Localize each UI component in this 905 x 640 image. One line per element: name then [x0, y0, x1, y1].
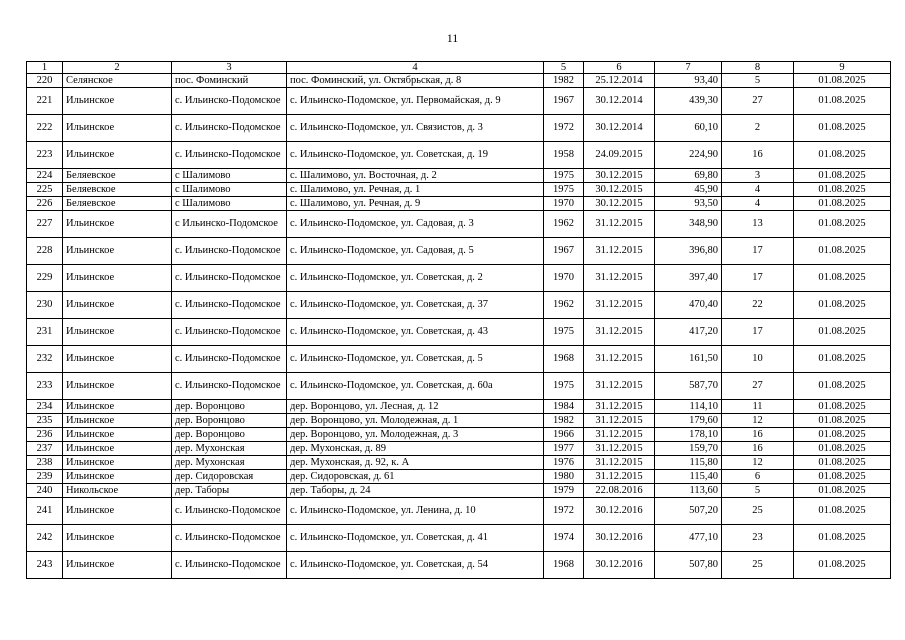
date-cell: 30.12.2016	[584, 525, 655, 552]
settlement-name-cell: Ильинское	[63, 346, 172, 373]
deadline-date-cell: 01.08.2025	[794, 74, 891, 88]
date-cell: 24.09.2015	[584, 142, 655, 169]
date-cell: 31.12.2015	[584, 346, 655, 373]
address-cell: дер. Таборы, д. 24	[287, 484, 544, 498]
locality-name-cell: дер. Воронцово	[172, 428, 287, 442]
settlement-name-cell: Ильинское	[63, 470, 172, 484]
area-value-cell: 179,60	[655, 414, 722, 428]
table-row	[27, 525, 891, 552]
row-number-cell: 229	[27, 265, 63, 292]
count-value-cell: 5	[722, 74, 794, 88]
table-row	[27, 428, 891, 442]
deadline-date-cell: 01.08.2025	[794, 346, 891, 373]
build-year-cell: 1968	[544, 346, 584, 373]
build-year-cell: 1980	[544, 470, 584, 484]
build-year-cell: 1958	[544, 142, 584, 169]
table-row	[27, 498, 891, 525]
build-year-cell: 1984	[544, 400, 584, 414]
area-value-cell: 348,90	[655, 211, 722, 238]
deadline-date-cell: 01.08.2025	[794, 319, 891, 346]
row-number-cell: 237	[27, 442, 63, 456]
row-number-cell: 223	[27, 142, 63, 169]
locality-name-cell: с. Ильинско-Подомское	[172, 265, 287, 292]
address-cell: дер. Воронцово, ул. Молодежная, д. 3	[287, 428, 544, 442]
settlement-name-cell: Беляевское	[63, 169, 172, 183]
count-value-cell: 10	[722, 346, 794, 373]
table-row	[27, 74, 891, 88]
locality-name-cell: с. Ильинско-Подомское	[172, 319, 287, 346]
build-year-cell: 1975	[544, 373, 584, 400]
count-value-cell: 5	[722, 484, 794, 498]
locality-name-cell: с. Ильинско-Подомское	[172, 552, 287, 579]
count-value-cell: 4	[722, 197, 794, 211]
locality-name-cell: пос. Фоминский	[172, 74, 287, 88]
settlement-name-cell: Ильинское	[63, 211, 172, 238]
build-year-cell: 1962	[544, 292, 584, 319]
col-header: 7	[655, 62, 722, 74]
table-row	[27, 319, 891, 346]
locality-name-cell: с. Ильинско-Подомское	[172, 88, 287, 115]
row-number-cell: 231	[27, 319, 63, 346]
row-number-cell: 230	[27, 292, 63, 319]
area-value-cell: 417,20	[655, 319, 722, 346]
table-row	[27, 470, 891, 484]
table-row	[27, 442, 891, 456]
address-cell: дер. Сидоровская, д. 61	[287, 470, 544, 484]
count-value-cell: 23	[722, 525, 794, 552]
settlement-name-cell: Ильинское	[63, 498, 172, 525]
deadline-date-cell: 01.08.2025	[794, 88, 891, 115]
address-cell: с. Ильинско-Подомское, ул. Советская, д. 5	[287, 346, 544, 373]
row-number-cell: 236	[27, 428, 63, 442]
settlement-name-cell: Ильинское	[63, 428, 172, 442]
build-year-cell: 1967	[544, 88, 584, 115]
row-number-cell: 239	[27, 470, 63, 484]
count-value-cell: 17	[722, 238, 794, 265]
locality-name-cell: дер. Сидоровская	[172, 470, 287, 484]
address-cell: с. Ильинско-Подомское, ул. Советская, д. 37	[287, 292, 544, 319]
build-year-cell: 1982	[544, 74, 584, 88]
area-value-cell: 396,80	[655, 238, 722, 265]
locality-name-cell: дер. Воронцово	[172, 400, 287, 414]
deadline-date-cell: 01.08.2025	[794, 442, 891, 456]
address-cell: с. Ильинско-Подомское, ул. Советская, д. 60а	[287, 373, 544, 400]
address-cell: с. Ильинско-Подомское, ул. Советская, д. 41	[287, 525, 544, 552]
settlement-name-cell: Беляевское	[63, 197, 172, 211]
build-year-cell: 1974	[544, 525, 584, 552]
settlement-name-cell: Ильинское	[63, 115, 172, 142]
deadline-date-cell: 01.08.2025	[794, 238, 891, 265]
address-cell: пос. Фоминский, ул. Октябрьская, д. 8	[287, 74, 544, 88]
address-cell: с. Ильинско-Подомское, ул. Ленина, д. 10	[287, 498, 544, 525]
row-number-cell: 221	[27, 88, 63, 115]
address-cell: дер. Воронцово, ул. Молодежная, д. 1	[287, 414, 544, 428]
date-cell: 30.12.2015	[584, 183, 655, 197]
deadline-date-cell: 01.08.2025	[794, 142, 891, 169]
table-row	[27, 238, 891, 265]
date-cell: 31.12.2015	[584, 265, 655, 292]
date-cell: 31.12.2015	[584, 319, 655, 346]
date-cell: 31.12.2015	[584, 456, 655, 470]
table-row	[27, 346, 891, 373]
locality-name-cell: с. Ильинско-Подомское	[172, 142, 287, 169]
address-cell: с. Ильинско-Подомское, ул. Советская, д. 19	[287, 142, 544, 169]
build-year-cell: 1968	[544, 552, 584, 579]
address-cell: дер. Мухонская, д. 89	[287, 442, 544, 456]
count-value-cell: 11	[722, 400, 794, 414]
settlement-name-cell: Ильинское	[63, 319, 172, 346]
address-cell: с. Ильинско-Подомское, ул. Советская, д. 54	[287, 552, 544, 579]
locality-name-cell: с Шалимово	[172, 197, 287, 211]
row-number-cell: 241	[27, 498, 63, 525]
area-value-cell: 115,80	[655, 456, 722, 470]
count-value-cell: 16	[722, 442, 794, 456]
area-value-cell: 69,80	[655, 169, 722, 183]
settlement-name-cell: Ильинское	[63, 456, 172, 470]
count-value-cell: 16	[722, 428, 794, 442]
col-header: 2	[63, 62, 172, 74]
build-year-cell: 1970	[544, 197, 584, 211]
settlement-name-cell: Ильинское	[63, 265, 172, 292]
build-year-cell: 1972	[544, 498, 584, 525]
deadline-date-cell: 01.08.2025	[794, 115, 891, 142]
address-cell: с. Ильинско-Подомское, ул. Связистов, д. 3	[287, 115, 544, 142]
col-header: 1	[27, 62, 63, 74]
locality-name-cell: с Ильинско-Подомское	[172, 211, 287, 238]
deadline-date-cell: 01.08.2025	[794, 525, 891, 552]
date-cell: 31.12.2015	[584, 292, 655, 319]
table-row	[27, 265, 891, 292]
build-year-cell: 1966	[544, 428, 584, 442]
table-row	[27, 197, 891, 211]
settlement-name-cell: Ильинское	[63, 238, 172, 265]
col-header: 6	[584, 62, 655, 74]
count-value-cell: 13	[722, 211, 794, 238]
settlement-name-cell: Ильинское	[63, 88, 172, 115]
area-value-cell: 114,10	[655, 400, 722, 414]
count-value-cell: 27	[722, 88, 794, 115]
deadline-date-cell: 01.08.2025	[794, 197, 891, 211]
address-cell: с. Шалимово, ул. Речная, д. 1	[287, 183, 544, 197]
area-value-cell: 587,70	[655, 373, 722, 400]
count-value-cell: 6	[722, 470, 794, 484]
settlement-name-cell: Ильинское	[63, 442, 172, 456]
deadline-date-cell: 01.08.2025	[794, 498, 891, 525]
address-cell: с. Ильинско-Подомское, ул. Советская, д. 43	[287, 319, 544, 346]
row-number-cell: 238	[27, 456, 63, 470]
date-cell: 30.12.2015	[584, 197, 655, 211]
deadline-date-cell: 01.08.2025	[794, 484, 891, 498]
deadline-date-cell: 01.08.2025	[794, 292, 891, 319]
count-value-cell: 4	[722, 183, 794, 197]
deadline-date-cell: 01.08.2025	[794, 211, 891, 238]
count-value-cell: 2	[722, 115, 794, 142]
area-value-cell: 397,40	[655, 265, 722, 292]
count-value-cell: 22	[722, 292, 794, 319]
col-header: 9	[794, 62, 891, 74]
date-cell: 31.12.2015	[584, 373, 655, 400]
row-number-cell: 228	[27, 238, 63, 265]
date-cell: 30.12.2016	[584, 552, 655, 579]
col-header: 5	[544, 62, 584, 74]
date-cell: 31.12.2015	[584, 400, 655, 414]
build-year-cell: 1975	[544, 183, 584, 197]
area-value-cell: 224,90	[655, 142, 722, 169]
build-year-cell: 1975	[544, 319, 584, 346]
locality-name-cell: с Шалимово	[172, 169, 287, 183]
settlement-name-cell: Никольское	[63, 484, 172, 498]
area-value-cell: 439,30	[655, 88, 722, 115]
deadline-date-cell: 01.08.2025	[794, 169, 891, 183]
settlement-name-cell: Ильинское	[63, 552, 172, 579]
row-number-cell: 233	[27, 373, 63, 400]
count-value-cell: 17	[722, 265, 794, 292]
area-value-cell: 93,40	[655, 74, 722, 88]
locality-name-cell: с. Ильинско-Подомское	[172, 346, 287, 373]
locality-name-cell: дер. Мухонская	[172, 456, 287, 470]
address-cell: с. Ильинско-Подомское, ул. Садовая, д. 3	[287, 211, 544, 238]
deadline-date-cell: 01.08.2025	[794, 428, 891, 442]
count-value-cell: 25	[722, 498, 794, 525]
locality-name-cell: с. Ильинско-Подомское	[172, 498, 287, 525]
count-value-cell: 25	[722, 552, 794, 579]
deadline-date-cell: 01.08.2025	[794, 456, 891, 470]
date-cell: 31.12.2015	[584, 211, 655, 238]
table-row	[27, 414, 891, 428]
address-cell: дер. Мухонская, д. 92, к. А	[287, 456, 544, 470]
date-cell: 30.12.2016	[584, 498, 655, 525]
date-cell: 31.12.2015	[584, 442, 655, 456]
build-year-cell: 1982	[544, 414, 584, 428]
address-cell: с. Ильинско-Подомское, ул. Садовая, д. 5	[287, 238, 544, 265]
address-cell: с. Шалимово, ул. Восточная, д. 2	[287, 169, 544, 183]
locality-name-cell: дер. Мухонская	[172, 442, 287, 456]
area-value-cell: 45,90	[655, 183, 722, 197]
address-cell: с. Ильинско-Подомское, ул. Первомайская, д. 9	[287, 88, 544, 115]
deadline-date-cell: 01.08.2025	[794, 183, 891, 197]
count-value-cell: 27	[722, 373, 794, 400]
deadline-date-cell: 01.08.2025	[794, 414, 891, 428]
date-cell: 22.08.2016	[584, 484, 655, 498]
build-year-cell: 1977	[544, 442, 584, 456]
row-number-cell: 227	[27, 211, 63, 238]
col-header: 3	[172, 62, 287, 74]
address-cell: с. Шалимово, ул. Речная, д. 9	[287, 197, 544, 211]
col-header: 8	[722, 62, 794, 74]
row-number-cell: 222	[27, 115, 63, 142]
count-value-cell: 3	[722, 169, 794, 183]
settlement-name-cell: Ильинское	[63, 373, 172, 400]
build-year-cell: 1962	[544, 211, 584, 238]
deadline-date-cell: 01.08.2025	[794, 470, 891, 484]
count-value-cell: 16	[722, 142, 794, 169]
settlement-name-cell: Ильинское	[63, 292, 172, 319]
row-number-cell: 242	[27, 525, 63, 552]
settlement-name-cell: Ильинское	[63, 525, 172, 552]
header-row	[27, 62, 891, 74]
deadline-date-cell: 01.08.2025	[794, 265, 891, 292]
settlement-name-cell: Беляевское	[63, 183, 172, 197]
row-number-cell: 225	[27, 183, 63, 197]
build-year-cell: 1975	[544, 169, 584, 183]
date-cell: 31.12.2015	[584, 428, 655, 442]
row-number-cell: 220	[27, 74, 63, 88]
build-year-cell: 1970	[544, 265, 584, 292]
locality-name-cell: с. Ильинско-Подомское	[172, 525, 287, 552]
row-number-cell: 235	[27, 414, 63, 428]
address-cell: дер. Воронцово, ул. Лесная, д. 12	[287, 400, 544, 414]
area-value-cell: 477,10	[655, 525, 722, 552]
date-cell: 31.12.2015	[584, 414, 655, 428]
locality-name-cell: с. Ильинско-Подомское	[172, 238, 287, 265]
settlement-name-cell: Ильинское	[63, 414, 172, 428]
row-number-cell: 243	[27, 552, 63, 579]
row-number-cell: 224	[27, 169, 63, 183]
date-cell: 30.12.2014	[584, 115, 655, 142]
settlement-name-cell: Селянское	[63, 74, 172, 88]
table-row	[27, 373, 891, 400]
locality-name-cell: дер. Таборы	[172, 484, 287, 498]
date-cell: 31.12.2015	[584, 470, 655, 484]
row-number-cell: 232	[27, 346, 63, 373]
build-year-cell: 1967	[544, 238, 584, 265]
area-value-cell: 60,10	[655, 115, 722, 142]
area-value-cell: 113,60	[655, 484, 722, 498]
area-value-cell: 93,50	[655, 197, 722, 211]
locality-name-cell: с. Ильинско-Подомское	[172, 115, 287, 142]
table-body	[27, 74, 891, 579]
area-value-cell: 507,20	[655, 498, 722, 525]
locality-name-cell: с. Ильинско-Подомское	[172, 373, 287, 400]
page-number: 11	[446, 31, 459, 45]
table-row	[27, 484, 891, 498]
table-row	[27, 142, 891, 169]
build-year-cell: 1979	[544, 484, 584, 498]
table-row	[27, 169, 891, 183]
row-number-cell: 234	[27, 400, 63, 414]
locality-name-cell: с Шалимово	[172, 183, 287, 197]
date-cell: 31.12.2015	[584, 238, 655, 265]
table-row	[27, 552, 891, 579]
deadline-date-cell: 01.08.2025	[794, 552, 891, 579]
area-value-cell: 115,40	[655, 470, 722, 484]
locality-name-cell: дер. Воронцово	[172, 414, 287, 428]
col-header: 4	[287, 62, 544, 74]
area-value-cell: 178,10	[655, 428, 722, 442]
address-cell: с. Ильинско-Подомское, ул. Советская, д. 2	[287, 265, 544, 292]
date-cell: 25.12.2014	[584, 74, 655, 88]
area-value-cell: 470,40	[655, 292, 722, 319]
date-cell: 30.12.2014	[584, 88, 655, 115]
table-row	[27, 183, 891, 197]
table-row	[27, 456, 891, 470]
table-row	[27, 88, 891, 115]
date-cell: 30.12.2015	[584, 169, 655, 183]
deadline-date-cell: 01.08.2025	[794, 373, 891, 400]
count-value-cell: 12	[722, 414, 794, 428]
area-value-cell: 507,80	[655, 552, 722, 579]
area-value-cell: 161,50	[655, 346, 722, 373]
housing-registry-table	[26, 61, 891, 579]
settlement-name-cell: Ильинское	[63, 142, 172, 169]
build-year-cell: 1972	[544, 115, 584, 142]
build-year-cell: 1976	[544, 456, 584, 470]
count-value-cell: 12	[722, 456, 794, 470]
deadline-date-cell: 01.08.2025	[794, 400, 891, 414]
table-row	[27, 211, 891, 238]
settlement-name-cell: Ильинское	[63, 400, 172, 414]
table-row	[27, 400, 891, 414]
table-row	[27, 115, 891, 142]
locality-name-cell: с. Ильинско-Подомское	[172, 292, 287, 319]
count-value-cell: 17	[722, 319, 794, 346]
table-row	[27, 292, 891, 319]
row-number-cell: 226	[27, 197, 63, 211]
row-number-cell: 240	[27, 484, 63, 498]
area-value-cell: 159,70	[655, 442, 722, 456]
